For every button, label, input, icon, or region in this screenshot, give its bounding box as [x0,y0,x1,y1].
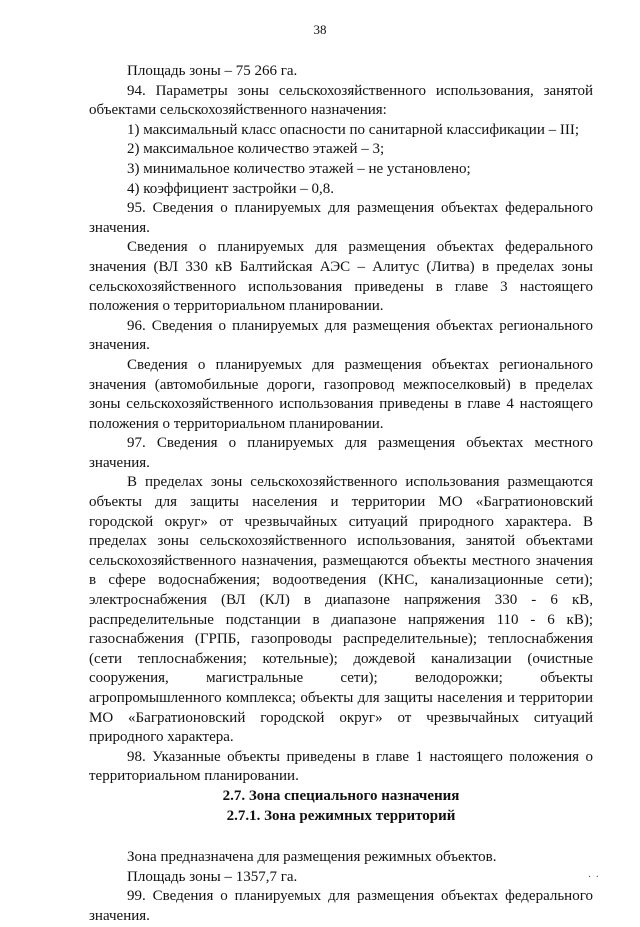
paragraph-97-local: 97. Сведения о планируемых для размещения объектах местного значения. [89,435,593,471]
scan-corner-mark: · · [587,872,600,883]
spacer [89,826,593,848]
paragraph-95-federal: 95. Сведения о планируемых для размещения объектах федерального значения. [89,200,593,236]
page-body [89,62,593,927]
paragraph-zone-area: Площадь зоны – 75 266 га. [127,63,298,79]
paragraph-94-parameters: 94. Параметры зоны сельскохозяйственного использования, занятой объектами сельскохозяйственного назначения: [89,82,593,119]
paragraph-local-details: В пределах зоны сельскохозяйственного использования размещаются объекты для защиты населения и территории МО «Багратионовский городской округ» от чрезвычайных ситуаций природного характера. В пределах зоны сельскохозяйственного использования, занятой объектами сельскохозяйственного назначения, размещаются объекты местного значения в сфере водоснабжения; водоотведения (КНС, канализационные сети); электроснабжения (ВЛ (КЛ) в диапазоне напряжения 330 - 6 кВ, распределительные подстанции в диапазоне напряжения 110 - 6 кВ); газоснабжения (ГРПБ, газопроводы распределительные); теплоснабжения (сети теплоснабжения; котельные); дождевой канализации (очистные сооружения, магистральные сети); велодорожки; объекты агропромышленного комплекса; объекты для защиты населения и территории МО «Багратионовский городской округ» от чрезвычайных ситуаций природного характера. [89,474,593,746]
list-item-hazard-class: 1) максимальный класс опасности по санитарной классификации – III; [127,121,580,138]
section-heading: 2.7. Зона специального назначения [222,787,460,804]
paragraph-regional-details: Сведения о планируемых для размещения объектах регионального значения (автомобильные дороги, газопровод межпоселковый) в пределах зоны сельскохозяйственного использования приведены в главе 4 настоящего положения о территориальном планировании. [89,356,593,432]
paragraph-zone-purpose: Зона предназначена для размещения режимных объектов. [127,849,497,866]
list-item-max-floors: 2) максимальное количество этажей – 3; [127,141,385,158]
subsection-heading: 2.7.1. Зона режимных территорий [226,807,456,824]
page-number: 38 [313,22,327,37]
paragraph-96-regional: 96. Сведения о планируемых для размещения объектах регионального значения. [89,317,593,354]
paragraph-zone-area-2: Площадь зоны – 1357,7 га. [127,868,298,885]
list-item-min-floors: 3) минимальное количество этажей – не установлено; [127,160,471,177]
paragraph-99-federal: 99. Сведения о планируемых для размещения объектах федерального значения. [89,888,593,924]
paragraph-98-note: 98. Указанные объекты приведены в главе 1 настоящего положения о территориальном планировании. [89,748,593,785]
paragraph-federal-details: Сведения о планируемых для размещения объектах федерального значения (ВЛ 330 кВ Балтийская АЭС – Алитус (Литва) в пределах зоны сельскохозяйственного использования приведены в главе 3 настоящего положения о территориальном планировании. [89,239,593,315]
list-item-building-ratio: 4) коэффициент застройки – 0,8. [127,180,335,197]
